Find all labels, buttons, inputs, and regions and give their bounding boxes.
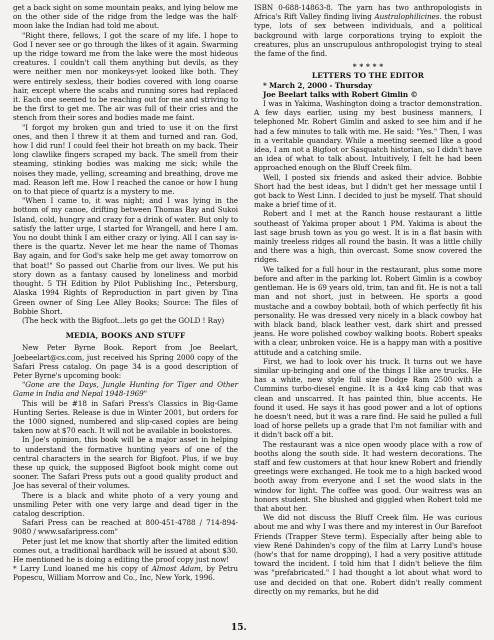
story-paragraph: "When I came to, it was night; and I was lying in the bottom of my canoe, drifting between Thomas Bay and Sukoi Island, cold, hungry and crazy for a drink of water. But only to satisfy the latter urge, I started for Wrangell, and here I am. You no doubt think I am either crazy or lying. All I can say is- there is the quartz. Never let me hear the name of Thomas Bay again, and for God's sake help me get away tomorrow on that boat!" So passed out Charlie from our lives. We put his story down as a fantasy caused by loneliness and morbid thought. 5 TH Edition by Pilot Publishing Inc., Petersburg, Alaska 1994 Rights of Reproduction in part given by Tina Green owner of Sing Lee Alley Books; Source: The files of Bobbie Short. <box>13 196 238 316</box>
letter-paragraph: Well, I posted six friends and asked their advice. Bobbie Short had the best ideas, but I didn't get her message until I got back to West Linn. I decided to just be myself. That should make a brief time of it. <box>254 172 482 210</box>
media-paragraph: There is a black and white photo of a very young and unsmiling Peter with one very large and dead tiger in the catalog description. <box>13 490 238 518</box>
isbn-lead: ISBN 0-688-14863-8. The yarn has two anthropologists in Africa's Rift Valley finding living <box>254 3 482 22</box>
byline: Joe Beelart talks with Robert Gimlin © <box>263 89 418 99</box>
media-paragraph: In Joe's opinion, this book will be a major asset in helping to understand the formative hunting years of one of the central characters in the search for Bigfoot. Plus, if we buy these up quick, the supposed Bigfoot book might come out sooner. The Safari Press puts out a good quality product and Joe has several of their volumes. <box>13 435 238 491</box>
section-separator: * * * * * <box>352 62 384 72</box>
story-paragraph: get a back sight on some mountain peaks, and lying below me on the other side of the ridge from the ledge was the half-moon lake the Indian had told me about. <box>13 3 238 31</box>
letter-paragraph: Robert and I met at the Ranch house restaurant a little southeast of Yakima proper about 1 PM. Yakima is about the last sage brush town as you go west. It is in a flat basin with mainly treeless ridges all round the basin. It was a little chilly and there was a high, thin overcast. Some snow covered the ridges. <box>254 209 482 265</box>
left-column <box>13 3 238 583</box>
book-mention-title: Almost Adam <box>151 564 201 574</box>
story-paragraph: "Right there, fellows, I got the scare of my life. I hope to God I never see or go through the likes of it again. Swarming up the ridge toward me from the lake were the most hideous creatures. I couldn't call them anything but devils, as they were neither men nor monkeys-yet looked like both. They were entirely sexless, their bodies covered with long coarse hair, except where the scabs and running sores had replaced it. Each one seemed to be reaching out for me and striving to be the first to get me. The air was full of their cries and the stench from their sores and bodies made me faint. <box>13 30 238 123</box>
section-heading-media: MEDIA, BOOKS AND STUFF <box>65 331 186 341</box>
letter-paragraph: I was in Yakima, Washington doing a tractor demonstration. A few days earlier, using my best business manners, I telephoned Mr. Robert Gimlin and asked to see him and if he had a few minutes to talk with me. He said: "Yes." Then, I was in a veritable quandary. While a meeting seemed like a good idea, I am not a Bigfoot or Sasquatch historian, so I didn't have an idea of what to talk about. Intuitively, I felt he had been approached enough on the Bluff Creek film. <box>254 99 482 173</box>
letter-paragraph: The restaurant was a nice open woody place with a row of booths along the south side. It had western decorations. The staff and few customers at that hour knew Robert and friendly greetings were exchanged. He took me to a high backed wood booth away from everyone and I set the wood slats in the window for light. The coffee was good. Our waitress was an honors student. She blushed and giggled when Robert told me that about her. <box>254 439 482 513</box>
section-heading-letters: LETTERS TO THE EDITOR <box>311 71 425 81</box>
right-column <box>254 3 482 596</box>
isbn-italic-term: Australophilicines <box>374 12 440 22</box>
book-title: "Gone are the Days, Jungle Hunting for Tiger and Other Game in India and Nepal 1948-1969" <box>13 380 238 399</box>
book-mention-lead: * Larry Lund loaned me his copy of <box>13 564 152 574</box>
letter-paragraph: We talked for a full hour in the restaurant, plus some more before and after in the parking lot. Robert Gimlin is a cowboy gentleman. He is 69 years old, trim, tan and fit. He is not a tall man and not short, just in between. He sports a good mustache and a cowboy bobtail, both of which perfectly fit his personality. He was dressed very nicely in a black cowboy hat with black band, black leather vest, dark shirt and pressed jeans. He wore polished cowboy walking boots. Robert speaks with a clear, unbroken voice. He is a happy man with a positive attitude and a catching smile. <box>254 264 482 357</box>
isbn-tail: . the robust type, lots of sex between individuals, and a political background with large corporations trying to exploit the creatures, plus an unscrupulous anthropologist trying to steal the fame of the find. <box>254 12 482 59</box>
dateline: * March 2, 2000 - Thursday <box>263 80 372 90</box>
letter-paragraph: First, we had to look over his truck. It turns out we have similar up-bringing and one of the things I like are trucks. He has a white, new style full size Dodge Ram 2500 with a Cummins turbo-diesel engine. It is a 4x4 king cab that was clean and unscarred. It has painted thin, blue accents. He found it used. He says it has good power and a lot of options he doesn't need, but it was a rare find. He said he pulled a full load of horse pellets up a grade that I'm not familiar with and it didn't back off a bit. <box>254 356 482 440</box>
book-mention-tail: , by Petru Popescu, William Morrow and Co., Inc, New York, 1996. <box>13 564 238 583</box>
media-paragraph: New Peter Byrne Book. Report from Joe Beelart, Joebeelart@cs.com, just received his Spring 2000 copy of the Safari Press catalog. On page 34 is a good description of Peter Byrne's upcoming book: <box>13 343 238 380</box>
story-note: (The heck with the Bigfoot...lets go get the GOLD ! Ray) <box>22 315 225 325</box>
isbn-paragraph <box>254 3 482 58</box>
story-paragraph: "I forgot my broken gun and tried to use it on the first ones, and then I threw it at them and turned and ran. God, how I did run! I could feel their hot breath on my back. Their long clawlike fingers scraped my back. The smell from their steaming, stinking bodies was making me sick; while the noises they made, yelling, screaming and breathing, drove me mad. Reason left me. How I reached the canoe or how I hung on to that piece of quartz is a mystery to me. <box>13 122 238 197</box>
media-paragraph: This will be #18 in Safari Press's Classics in Big-Game Hunting Series. Release is due in Winter 2001, but orders for the 1000 signed, numbered and slip-cased copies are being taken now at $70 each. It will not be available in bookstores. <box>13 398 238 436</box>
contact-paragraph: Safari Press can be reached at 800-451-4788 / 714-894-9080 / www.safaripress.com" <box>13 518 238 537</box>
page-number: 15. <box>231 623 247 633</box>
book-mention-paragraph <box>13 564 238 582</box>
media-paragraph: Peter just let me know that shortly after the limited edition comes out, a traditional hardback will be issued at about $30. He mentioned he is doing a editing the proof copy just now! <box>13 536 238 564</box>
letter-paragraph: We did not discuss the Bluff Creek film. He was curious about me and why I was there and my interest in Our Barefoot Friends (Trapper Steve term). Especially after being able to view René Dahinden's copy of the film at Larry Lund's house (how's that for name dropping), I had a very positive attitude toward the incident. I told him that I didn't believe the film was "prefabricated." I had thought a lot about what word to use and decided on that one. Robert didn't really comment directly on my remarks, but he did <box>254 513 482 596</box>
